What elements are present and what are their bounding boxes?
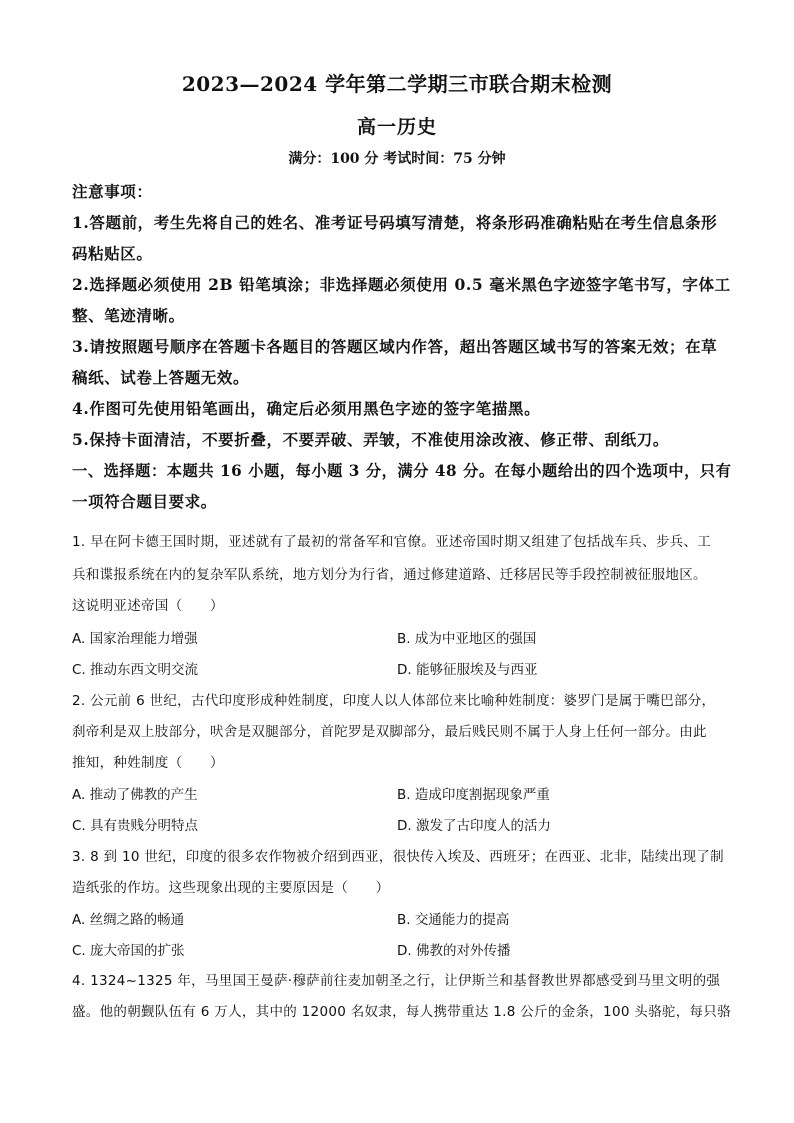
question-3-option-c: C. 庞大帝国的扩张 (72, 943, 185, 959)
question-2-option-a: A. 推动了佛教的产生 (72, 787, 198, 803)
question-4-text: 4. 1324~1325 年，马里国王曼萨·穆萨前往麦加朝圣之行，让伊斯兰和基督教世界都感受到马里文明的强 (72, 973, 721, 989)
subject-title: 高一历史 (356, 116, 437, 138)
question-2-option-d: D. 激发了古印度人的活力 (397, 818, 551, 834)
question-2-option-b: B. 造成印度割据现象严重 (397, 787, 550, 803)
question-3-text: 造纸张的作坊。这些现象出现的主要原因是（ ） (72, 880, 390, 896)
question-1-option-c: C. 推动东西文明交流 (72, 662, 199, 678)
notice-line: 1.答题前，考生先将自己的姓名、准考证号码填写清楚，将条形码准确粘贴在考生信息条形 (72, 213, 718, 232)
notice-line: 5.保持卡面清洁，不要折叠，不要弄破、弄皱，不准使用涂改液、修正带、刮纸刀。 (72, 430, 669, 449)
notice-line: 4.作图可先使用铅笔画出，确定后必须用黑色字迹的签字笔描黑。 (72, 399, 541, 418)
exam-title: 2023—2024 学年第二学期三市联合期末检测 (181, 72, 613, 96)
question-1-text: 这说明亚述帝国（ ） (72, 598, 224, 614)
question-1-option-b: B. 成为中亚地区的强国 (397, 631, 537, 647)
notice-line: 2.选择题必须使用 2B 铅笔填涂；非选择题必须使用 0.5 毫米黑色字迹签字笔书写，字体工 (72, 275, 731, 294)
question-3-option-a: A. 丝绸之路的畅通 (72, 912, 185, 928)
notice-line: 稿纸、试卷上答题无效。 (72, 368, 250, 387)
question-1-option-d: D. 能够征服埃及与西亚 (397, 662, 538, 678)
notice-line: 3.请按照题号顺序在答题卡各题目的答题区域内作答，超出答题区域书写的答案无效；在草 (72, 337, 718, 356)
question-3-option-d: D. 佛教的对外传播 (397, 943, 511, 959)
question-3-text: 3. 8 到 10 世纪，印度的很多农作物被介绍到西亚，很快传入埃及、西班牙；在西亚、北非，陆续出现了制 (72, 849, 724, 865)
section-heading: 一项符合题目要求。 (72, 492, 217, 511)
notice-line: 码粘贴区。 (72, 244, 153, 263)
question-2-text: 推知，种姓制度（ ） (72, 755, 224, 771)
question-1-text: 兵和谍报系统在内的复杂军队系统，地方划分为行省，通过修建道路、迁移居民等手段控制被征服地区。 (72, 567, 707, 583)
question-3-option-b: B. 交通能力的提高 (397, 912, 510, 928)
question-2-text: 刹帝利是双上肢部分，吠舍是双腿部分，首陀罗是双脚部分，最后贱民则不属于人身上任何一部分。由此 (72, 724, 707, 740)
exam-meta: 满分：100 分 考试时间：75 分钟 (288, 151, 506, 167)
section-heading: 一、选择题：本题共 16 小题，每小题 3 分，满分 48 分。在每小题给出的四个选项中，只有 (72, 461, 732, 480)
notice-heading: 注意事项： (72, 182, 153, 201)
question-2-text: 2. 公元前 6 世纪，古代印度形成种姓制度，印度人以人体部位来比喻种姓制度：婆罗门是属于嘴巴部分， (72, 693, 716, 709)
question-2-option-c: C. 具有贵贱分明特点 (72, 818, 199, 834)
question-1-option-a: A. 国家治理能力增强 (72, 631, 198, 647)
question-1-text: 1. 早在阿卡德王国时期，亚述就有了最初的常备军和官僚。亚述帝国时期又组建了包括战车兵、步兵、工 (72, 534, 712, 550)
question-4-text: 盛。他的朝觐队伍有 6 万人，其中的 12000 名奴隶，每人携带重达 1.8 公斤的金条，100 头骆驼，每只骆 (72, 1004, 731, 1020)
notice-line: 整、笔迹清晰。 (72, 306, 185, 325)
